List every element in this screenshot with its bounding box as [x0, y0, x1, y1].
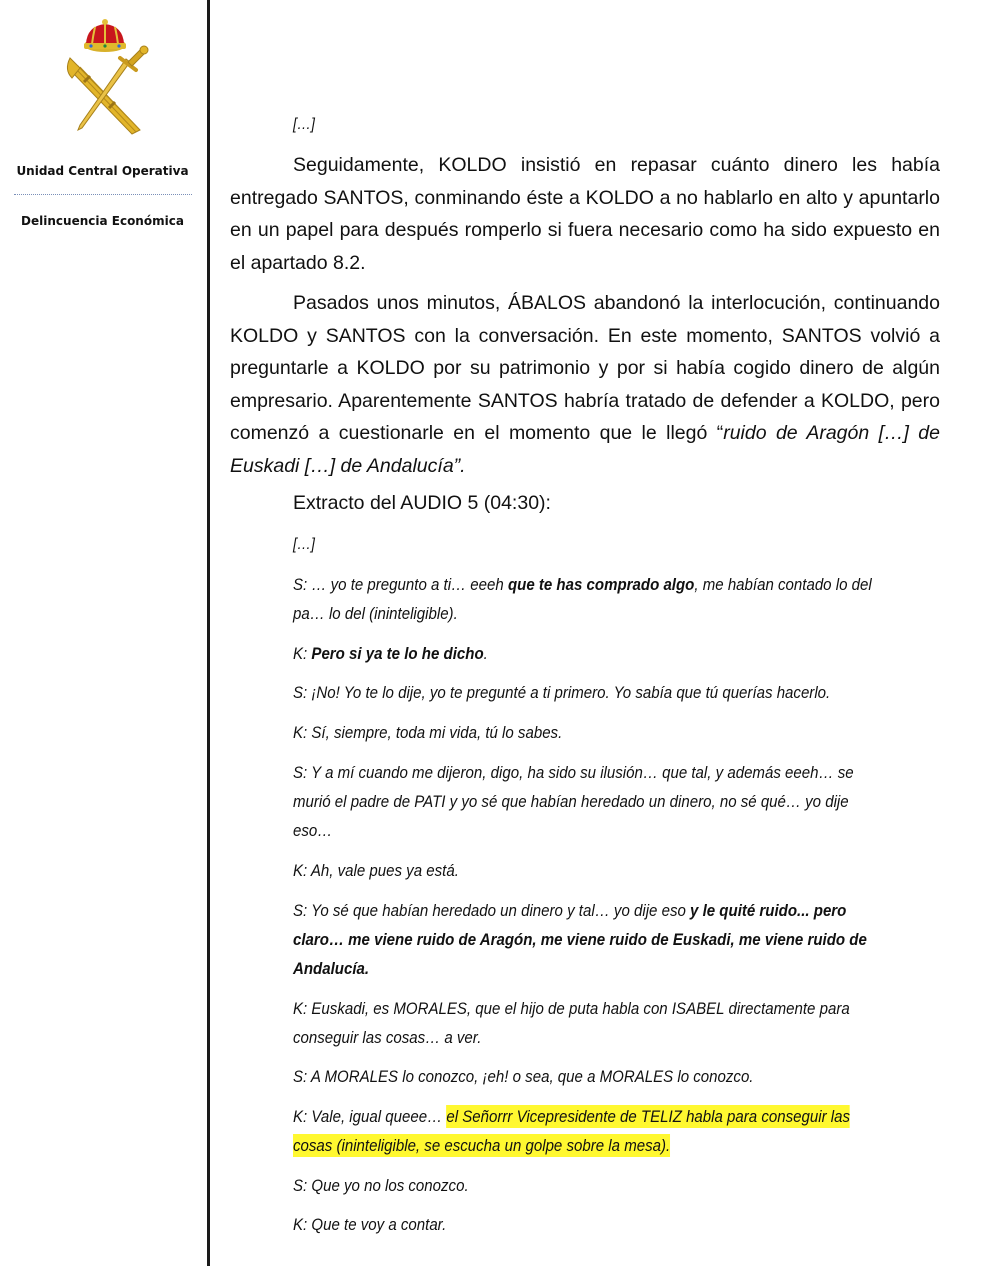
unit-separator	[14, 194, 192, 195]
dialogue-line: K: Sí, siempre, toda mi vida, tú lo sabes.	[293, 723, 563, 742]
dialogue-line: K: Vale, igual queee… el Señorrr Vicepresidente de TELIZ habla para conseguir las cosas (ininteligible, se escucha un golpe sobre la mesa).	[293, 1107, 851, 1155]
dialogue-line: S: … yo te pregunto a ti… eeeh que te has comprado algo, me habían contado lo del pa… lo del (ininteligible).	[293, 575, 872, 623]
extract-title: Extracto del AUDIO 5 (04:30):	[293, 492, 551, 514]
dialogue-line: K: Ah, vale pues ya está.	[293, 861, 459, 880]
guardia-civil-crest-icon	[60, 18, 150, 136]
dialogue-line: S: A MORALES lo conozco, ¡eh! o sea, que a MORALES lo conozco.	[293, 1067, 754, 1086]
paragraph-2-quote: ruido de Aragón […] de Euskadi […] de Andalucía”.	[230, 422, 941, 477]
dialogue-line: K: Euskadi, es MORALES, que el hijo de puta habla con ISABEL directamente para conseguir las cosas… a ver.	[293, 999, 850, 1047]
dialogue-line: S: ¡No! Yo te lo dije, yo te pregunté a ti primero. Yo sabía que tú querías hacerlo.	[293, 683, 831, 702]
unit-name-line2: Delincuencia Económica	[21, 214, 184, 228]
ellipsis-top: […]	[293, 116, 315, 133]
dialogue-line: K: Que te voy a contar.	[293, 1215, 447, 1234]
paragraph-1: Seguidamente, KOLDO insistió en repasar cuánto dinero les había entregado SANTOS, conminando éste a KOLDO a no hablarlo en alto y apuntarlo en un papel para después romperlo si fuera necesario como ha sido expuesto en el apartado 8.2.	[230, 154, 940, 274]
dialogue-line: S: Yo sé que habían heredado un dinero y tal… yo dije eso y le quité ruido... pero claro… me viene ruido de Aragón, me viene ruido de Euskadi, me viene ruido de Andalucía.	[293, 901, 867, 978]
ellipsis-extract: […]	[293, 536, 315, 553]
unit-name-line1: Unidad Central Operativa	[16, 164, 189, 178]
paragraph-2-text: Pasados unos minutos, ÁBALOS abandonó la interlocución, continuando KOLDO y SANTOS con la conversación. En este momento, SANTOS volvió a preguntarle a KOLDO por su patrimonio y por si había cogido dinero de algún empresario. Aparentemente SANTOS habría tratado de defender a KOLDO, pero comenzó a cuestionarle en el momento que le llegó “	[230, 292, 940, 444]
dialogue-line: K: Pero si ya te lo he dicho.	[293, 644, 488, 663]
highlighted-quote: el Señorrr Vicepresidente de TELIZ habla para conseguir las cosas (ininteligible, se escucha un golpe sobre la mesa).	[293, 1107, 851, 1155]
margin-vertical-rule	[207, 0, 210, 1266]
dialogue-line: S: Y a mí cuando me dijeron, digo, ha sido su ilusión… que tal, y además eeeh… se murió el padre de PATI y yo sé que habían heredado un dinero, no sé qué… yo dije eso…	[293, 763, 854, 840]
dialogue-line: S: Que yo no los conozco.	[293, 1176, 469, 1195]
paragraph-2	[230, 287, 940, 482]
